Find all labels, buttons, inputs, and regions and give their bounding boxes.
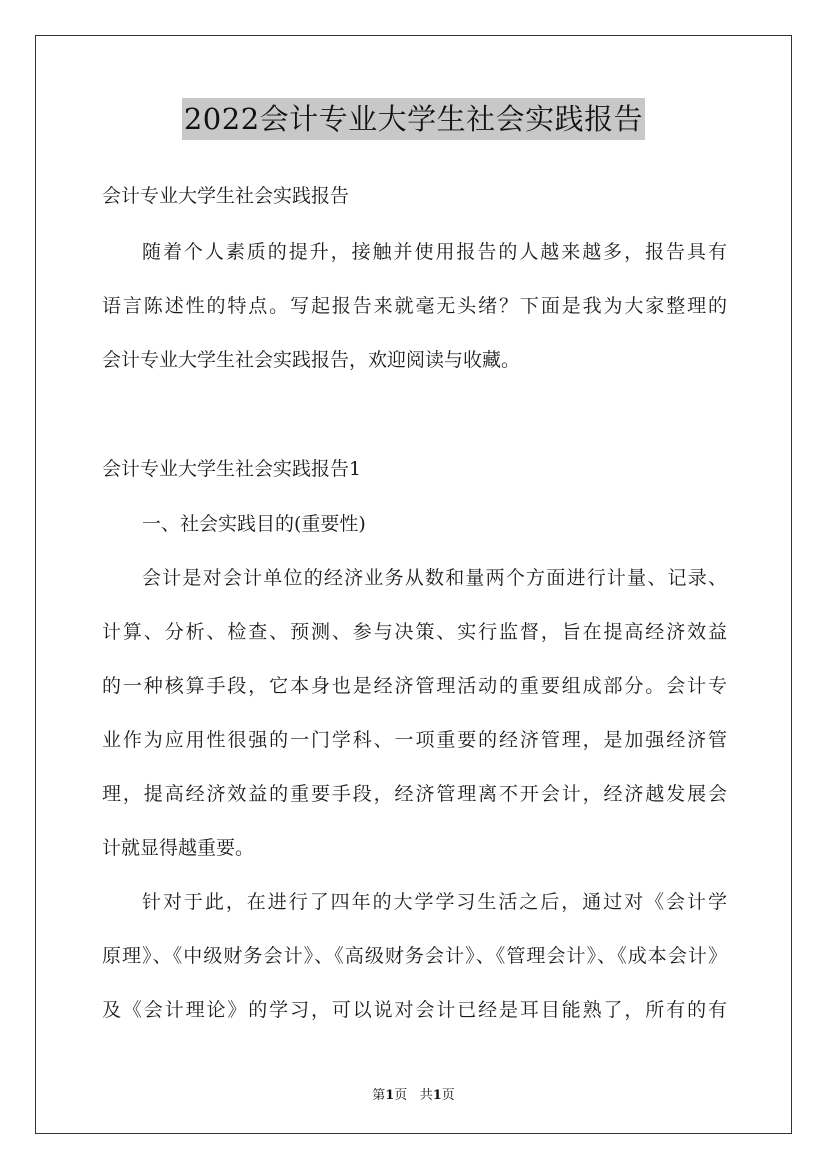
paragraph-line: 原理》、《中级财务会计》、《高级财务会计》、《管理会计》、《成本会计》 (102, 945, 727, 967)
paragraph-line: 计算、分析、检查、预测、参与决策、实行监督，旨在提高经济效益 (102, 621, 727, 643)
paragraph-line: 理，提高经济效益的重要手段，经济管理离不开会计，经济越发展会 (102, 783, 727, 805)
page-prefix: 第 (372, 1088, 386, 1103)
paragraph-line: 及《会计理论》的学习，可以说对会计已经是耳目能熟了，所有的有 (102, 999, 727, 1021)
intro-line: 随着个人素质的提升，接触并使用报告的人越来越多，报告具有 (142, 241, 727, 263)
intro-line: 会计专业大学生社会实践报告，欢迎阅读与收藏。 (102, 349, 521, 371)
total-pages: 1 (432, 1088, 442, 1103)
document-subtitle: 会计专业大学生社会实践报告 (102, 185, 350, 207)
total-suffix: 页 (441, 1088, 455, 1103)
paragraph-line: 计就显得越重要。 (102, 837, 255, 859)
paragraph-line: 的一种核算手段，它本身也是经济管理活动的重要组成部分。会计专 (102, 675, 727, 697)
section-title: 会计专业大学生社会实践报告1 (102, 458, 362, 480)
section-heading: 一、社会实践目的(重要性) (142, 513, 366, 535)
page-footer (0, 1084, 827, 1103)
paragraph-line: 针对于此，在进行了四年的大学学习生活之后，通过对《会计学 (142, 891, 727, 913)
title-container (0, 98, 827, 140)
total-prefix: 共 (419, 1088, 433, 1103)
paragraph-line: 会计是对会计单位的经济业务从数和量两个方面进行计量、记录、 (142, 567, 727, 589)
page-number: 1 (385, 1088, 395, 1103)
page-suffix: 页 (394, 1088, 408, 1103)
intro-line: 语言陈述性的特点。写起报告来就毫无头绪？下面是我为大家整理的 (102, 295, 727, 317)
paragraph-line: 业作为应用性很强的一门学科、一项重要的经济管理，是加强经济管 (102, 729, 727, 751)
document-title: 2022会计专业大学生社会实践报告 (182, 98, 645, 140)
